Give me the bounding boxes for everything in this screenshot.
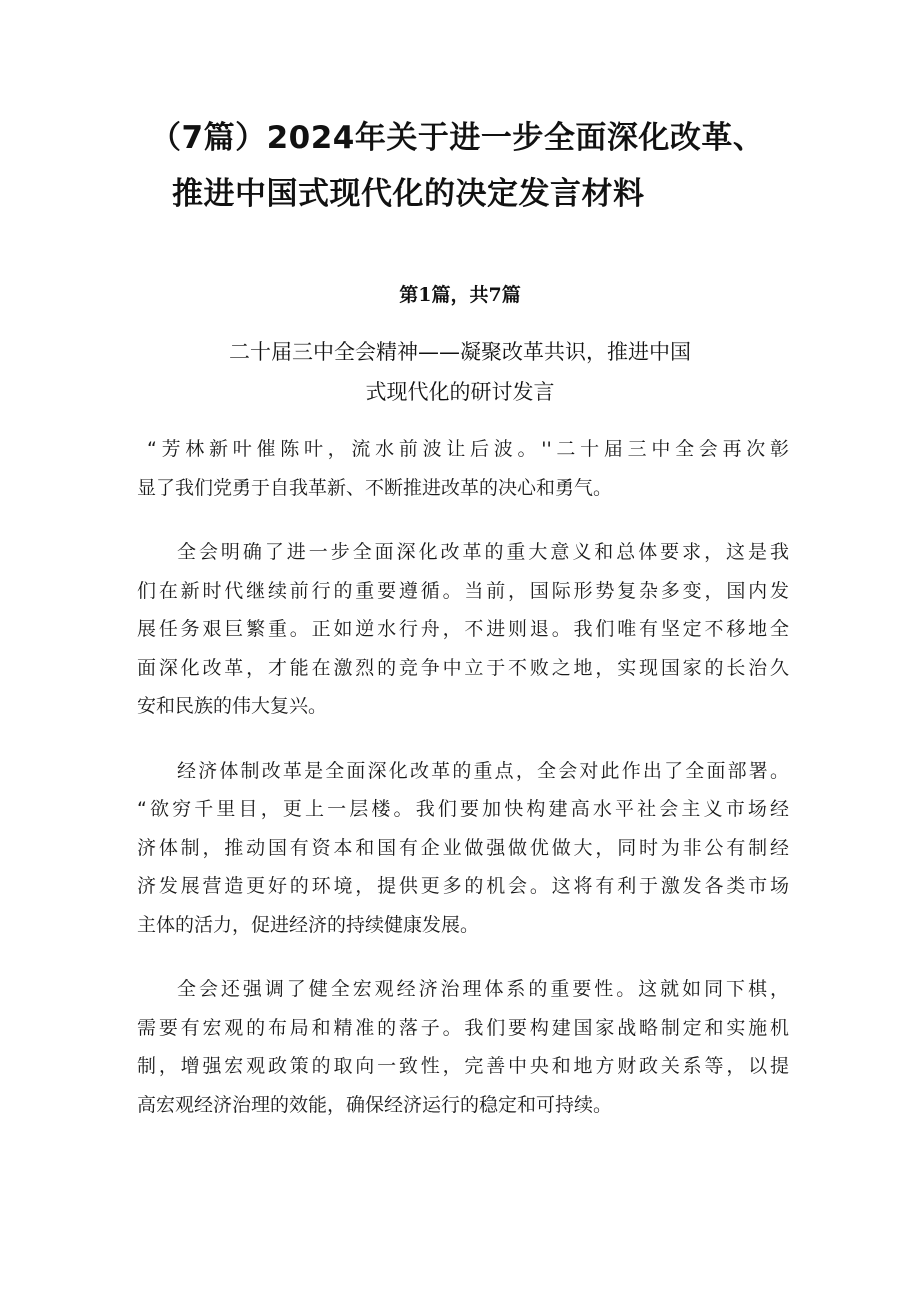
paragraph-line: 需要有宏观的布局和精准的落子。我们要构建国家战略制定和实施机 [137, 1016, 789, 1039]
paragraph-line: 济发展营造更好的环境，提供更多的机会。这将有利于激发各类市场 [137, 875, 789, 897]
paragraph-line: “欲穷千里目，更上一层楼。我们要加快构建高水平社会主义市场经 [137, 798, 789, 820]
paragraph [137, 533, 789, 726]
paragraph-line: 展任务艰巨繁重。正如逆水行舟，不进则退。我们唯有坚定不移地全 [137, 618, 789, 640]
paragraph [137, 970, 789, 1124]
paragraph-line: “芳林新叶催陈叶，流水前波让后波。''二十届三中全会再次彰 [147, 438, 789, 460]
paragraph [137, 430, 789, 507]
paragraph-line: 制，增强宏观政策的取向一致性，完善中央和地方财政关系等，以提 [137, 1055, 789, 1077]
paragraph-line: 经济体制改革是全面深化改革的重点，全会对此作出了全面部署。 [177, 759, 789, 782]
paragraph [137, 752, 789, 945]
section-heading [0, 332, 920, 412]
paragraph-line: 显了我们党勇于自我革新、不断推进改革的决心和勇气。 [137, 476, 613, 499]
paragraph-line: 济体制，推动国有资本和国有企业做强做优做大，同时为非公有制经 [137, 836, 789, 859]
part-label: 第1篇，共7篇 [399, 284, 521, 306]
paragraph-line: 安和民族的伟大复兴。 [137, 695, 328, 717]
section-heading-line: 二十届三中全会精神——凝聚改革共识，推进中国 [229, 340, 691, 364]
paragraph-line: 面深化改革，才能在激烈的竞争中立于不败之地，实现国家的长治久 [137, 656, 789, 679]
document-title-line: （7篇）2024年关于进一步全面深化改革、 [150, 120, 765, 156]
document-body [137, 430, 789, 1150]
paragraph-line: 们在新时代继续前行的重要遵循。当前，国际形势复杂多变，国内发 [137, 579, 789, 602]
document-title [150, 110, 830, 222]
paragraph-line: 主体的活力，促进经济的持续健康发展。 [137, 913, 480, 936]
section-heading-line: 式现代化的研讨发言 [365, 380, 555, 404]
document-title-line: 推进中国式现代化的决定发言材料 [172, 176, 645, 212]
paragraph-line: 全会还强调了健全宏观经济治理体系的重要性。这就如同下棋， [177, 978, 789, 1000]
paragraph-line: 全会明确了进一步全面深化改革的重大意义和总体要求，这是我 [177, 541, 789, 563]
paragraph-line: 高宏观经济治理的效能，确保经济运行的稳定和可持续。 [137, 1093, 613, 1116]
